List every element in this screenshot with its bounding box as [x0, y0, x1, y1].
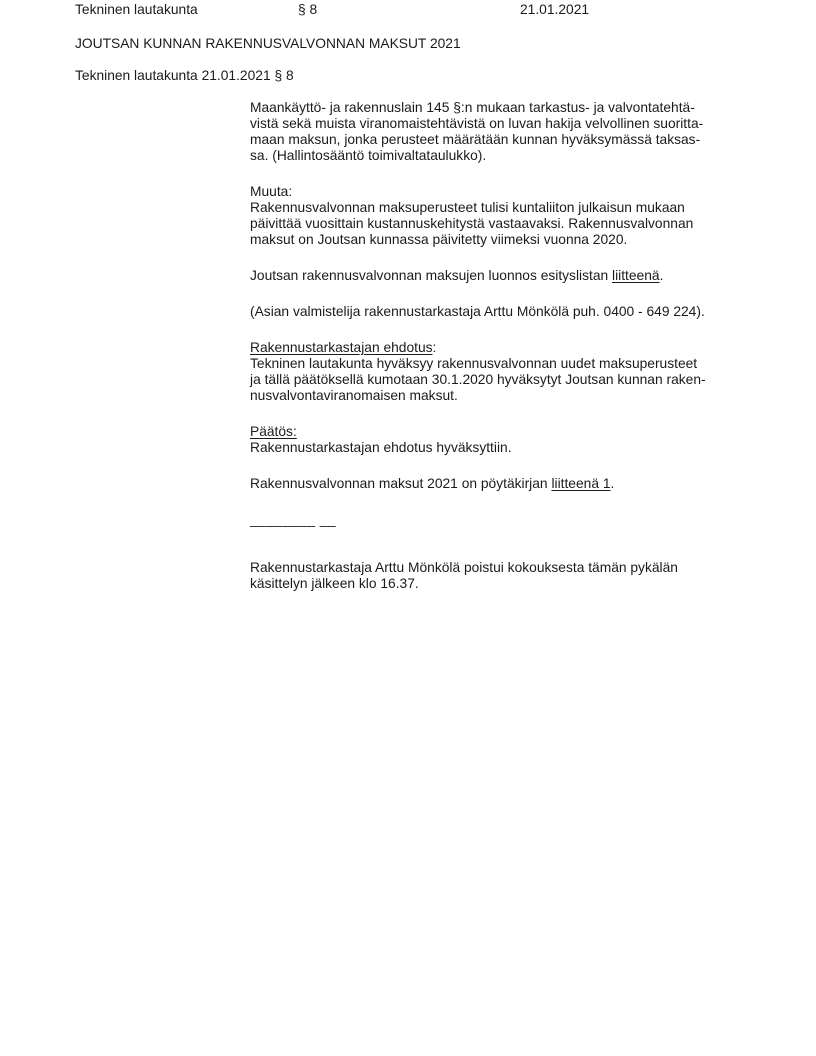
header-section-number: § 8 [298, 2, 318, 17]
underlined-text: liitteenä 1 [551, 476, 611, 491]
paragraph-paatos [250, 424, 770, 456]
text-segment: sa. (Hallintosääntö toimivaltataulukko). [250, 148, 487, 163]
subheader-committee-date: Tekninen lautakunta 21.01.2021 § 8 [75, 68, 294, 83]
text-line [250, 148, 770, 164]
text-line [250, 388, 770, 404]
paragraph-poistuminen [250, 560, 770, 592]
text-line [250, 116, 770, 132]
text-segment: nusvalvontaviranomaisen maksut. [250, 388, 458, 403]
text-segment: Joutsan rakennusvalvonnan maksujen luonnos esityslistan [250, 268, 612, 283]
text-segment: maan maksun, jonka perusteet määrätään kunnan hyväksymässä taksas- [250, 132, 701, 147]
paragraph-liite1 [250, 476, 770, 492]
paragraph-ehdotus [250, 340, 770, 404]
text-line [250, 132, 770, 148]
text-line [250, 424, 770, 440]
text-line [250, 216, 770, 232]
text-segment: : [432, 340, 437, 355]
text-line [250, 232, 770, 248]
header-date: 21.01.2021 [520, 2, 590, 17]
text-line [250, 512, 770, 528]
text-segment: . [659, 268, 664, 283]
text-line [250, 560, 770, 576]
document-body [250, 100, 770, 612]
text-segment: maksut on Joutsan kunnassa päivitetty viimeksi vuonna 2020. [250, 232, 628, 247]
text-line [250, 340, 770, 356]
text-segment: Maankäyttö- ja rakennuslain 145 §:n mukaan tarkastus- ja valvontatehtä- [250, 100, 695, 115]
text-segment: Rakennustarkastaja Arttu Mönkölä poistui kokouksesta tämän pykälän [250, 560, 678, 575]
text-line [250, 576, 770, 592]
underlined-text: liitteenä [612, 268, 660, 283]
text-line [250, 268, 770, 284]
text-segment: Rakennustarkastajan ehdotus hyväksyttiin. [250, 440, 512, 455]
paragraph-valmistelija [250, 304, 770, 320]
text-segment: Tekninen lautakunta hyväksyy rakennusvalvonnan uudet maksuperusteet [250, 356, 698, 371]
text-segment: Rakennusvalvonnan maksut 2021 on pöytäkirjan [250, 476, 552, 491]
text-line [250, 184, 770, 200]
paragraph-intro [250, 100, 770, 164]
text-segment: Rakennusvalvonnan maksuperusteet tulisi kuntaliiton julkaisun mukaan [250, 200, 685, 215]
text-line [250, 476, 770, 492]
paragraph-liite-luonnos [250, 268, 770, 284]
text-segment: ja tällä päätöksellä kumotaan 30.1.2020 hyväksytyt Joutsan kunnan raken- [250, 372, 706, 387]
text-segment: Muuta: [250, 184, 293, 199]
text-line [250, 100, 770, 116]
text-segment: (Asian valmistelija rakennustarkastaja Arttu Mönkölä puh. 0400 - 649 224). [250, 304, 705, 319]
text-segment: ________ __ [250, 512, 337, 527]
header-committee: Tekninen lautakunta [75, 2, 198, 17]
text-segment: käsittelyn jälkeen klo 16.37. [250, 576, 419, 591]
text-line [250, 304, 770, 320]
text-line [250, 200, 770, 216]
text-line [250, 372, 770, 388]
text-segment: . [610, 476, 615, 491]
paragraph-muuta [250, 184, 770, 248]
paragraph-separator [250, 512, 770, 528]
text-line [250, 440, 770, 456]
text-segment: vistä sekä muista viranomaistehtävistä on luvan hakija velvollinen suoritta- [250, 116, 704, 131]
page-title: JOUTSAN KUNNAN RAKENNUSVALVONNAN MAKSUT 2021 [75, 36, 461, 51]
underlined-text: Päätös: [250, 424, 297, 439]
underlined-text: Rakennustarkastajan ehdotus [250, 340, 433, 355]
text-segment: päivittää vuosittain kustannuskehitystä vastaavaksi. Rakennusvalvonnan [250, 216, 694, 231]
text-line [250, 356, 770, 372]
